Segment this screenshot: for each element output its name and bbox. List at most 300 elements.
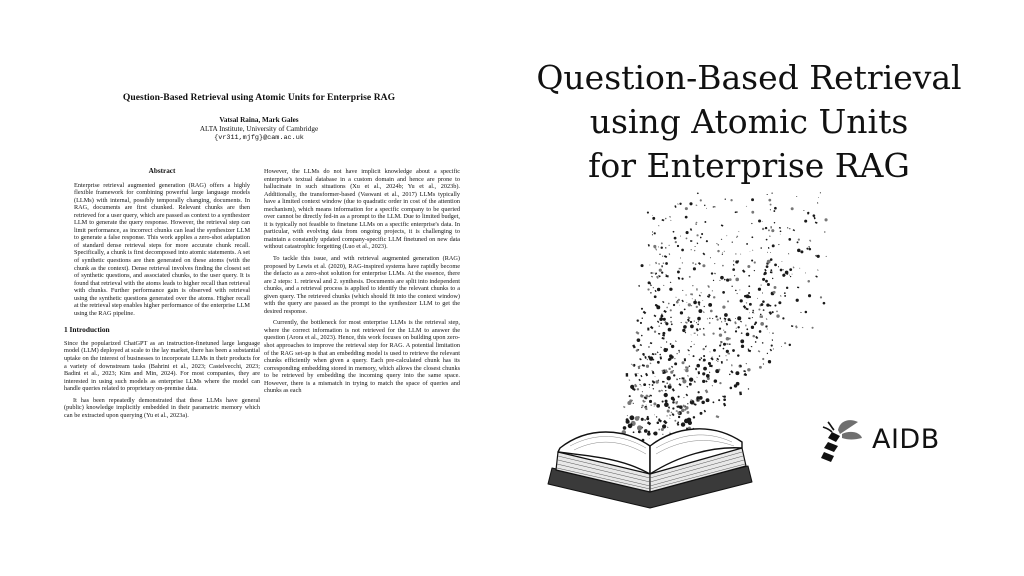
particle: [686, 302, 687, 303]
particle: [679, 268, 681, 270]
particle: [740, 321, 742, 323]
particle: [676, 378, 678, 380]
particle: [818, 197, 819, 198]
particle: [639, 358, 642, 360]
particle: [817, 269, 819, 271]
particle: [751, 236, 753, 238]
particle: [697, 192, 699, 194]
particle: [803, 210, 804, 211]
particle: [805, 273, 806, 274]
particle: [730, 387, 733, 390]
particle: [638, 285, 640, 287]
intro-paragraph-1: Since the popularized ChatGPT as an instruction-finetuned large language model (LLM) deployed at scale to the lay market, there has been a substantial uptake on the interest of businesses to incorporate LLMs in their products for a variety of downstream tasks (Bahrini et al., 2023; Castelvecchi, 2023; Badini et al., 2023; Kim and Min, 2024). For most companies, they are interested in using such models as enterprise LLMs where the model can handle queries related to proprietary on-premise data.: [64, 339, 260, 393]
particle: [762, 228, 764, 230]
particle: [709, 322, 711, 324]
particle: [652, 215, 653, 216]
right-paragraph-3: Currently, the bottleneck for most enterprise LLMs is the retrieval step, where the correct information is not retrieved for the LLM to answer the question (Arora et al., 2023). Hence, this work focuses on building upon zero-shot approaches to improve the retrieval step for RAG. A potential limitation of the RAG set-up is that an embedding model is used to retrieve the relevant chunks efficiently when given a query. Each pre-calculated chunk has its corresponding embedding stored in memory, which allows the closest chunks to be retrieved by embedding the incoming query into the same space. However, there is a mismatch in trying to match the space of queries and chunks as each: [264, 319, 460, 395]
particle: [640, 431, 642, 433]
particle: [741, 332, 743, 334]
particle: [652, 371, 655, 374]
particle: [722, 254, 723, 255]
particle: [652, 384, 654, 386]
particle: [748, 388, 749, 389]
particle: [730, 370, 733, 373]
particle: [680, 257, 681, 258]
particle: [762, 300, 765, 303]
particle: [716, 415, 720, 418]
particle: [685, 366, 689, 369]
particle: [639, 384, 640, 385]
particle: [716, 360, 717, 361]
particle: [692, 262, 693, 263]
particle: [693, 301, 697, 305]
particle: [760, 247, 762, 249]
particle: [703, 311, 704, 313]
particle: [771, 229, 774, 232]
particle: [737, 293, 738, 294]
particle: [719, 328, 721, 330]
particle: [722, 252, 723, 253]
particle: [634, 384, 637, 388]
particle: [696, 364, 700, 368]
particle: [770, 269, 772, 271]
particle-cloud: [620, 192, 828, 453]
particle: [669, 216, 671, 218]
particle: [645, 373, 648, 376]
particle: [640, 344, 642, 346]
particle: [715, 315, 717, 317]
particle: [792, 274, 793, 275]
particle: [691, 305, 692, 306]
particle: [767, 252, 768, 253]
particle: [722, 265, 724, 267]
particle: [694, 344, 695, 345]
particle: [670, 432, 671, 433]
particle: [685, 332, 687, 334]
particle: [644, 356, 646, 359]
particle: [698, 391, 700, 393]
particle: [663, 318, 666, 321]
particle: [684, 369, 685, 370]
particle: [634, 373, 637, 377]
particle: [789, 228, 790, 229]
particle: [702, 380, 705, 383]
particle: [713, 401, 715, 403]
particle: [689, 377, 693, 381]
particle: [682, 290, 683, 291]
particle: [771, 344, 773, 346]
particle: [646, 417, 649, 420]
particle: [721, 224, 724, 226]
particle: [695, 299, 696, 301]
particle: [661, 315, 664, 318]
particle: [740, 339, 744, 343]
paper-column-left: [64, 168, 260, 423]
particle: [763, 363, 764, 365]
particle: [655, 376, 656, 377]
particle: [799, 268, 800, 269]
particle: [626, 373, 628, 376]
particle: [641, 418, 644, 421]
particle: [712, 385, 713, 386]
particle: [662, 256, 663, 257]
particle: [773, 349, 774, 350]
particle: [797, 249, 801, 253]
particle: [677, 423, 680, 426]
particle: [659, 354, 661, 356]
particle: [772, 339, 773, 341]
particle: [758, 308, 760, 310]
particle: [682, 361, 685, 364]
particle: [691, 335, 692, 336]
particle: [710, 257, 711, 258]
particle: [682, 262, 683, 263]
particle: [772, 244, 775, 247]
particle: [637, 320, 639, 322]
particle: [767, 329, 768, 330]
particle: [638, 379, 641, 381]
particle: [678, 416, 680, 418]
particle: [726, 359, 727, 360]
particle: [647, 359, 648, 360]
particle: [670, 282, 672, 283]
particle: [788, 253, 789, 254]
particle: [726, 323, 728, 326]
open-book-icon: [548, 429, 752, 508]
particle: [774, 286, 777, 289]
particle: [724, 313, 728, 317]
particle: [700, 199, 702, 201]
particle: [685, 294, 686, 295]
particle: [825, 218, 828, 221]
particle: [729, 374, 731, 376]
particle: [750, 251, 751, 252]
particle: [668, 328, 672, 332]
particle: [773, 291, 776, 294]
particle: [678, 350, 680, 352]
particle: [664, 402, 669, 407]
particle: [690, 324, 694, 328]
particle: [690, 293, 693, 295]
particle: [746, 328, 748, 330]
particle: [698, 309, 702, 313]
particle: [657, 351, 659, 353]
particle: [708, 303, 712, 307]
particle: [717, 244, 719, 245]
particle: [767, 260, 771, 264]
particle: [726, 337, 730, 341]
particle: [641, 407, 642, 408]
particle: [632, 364, 634, 366]
particle: [665, 400, 668, 403]
particle: [770, 258, 773, 261]
particle: [677, 353, 678, 354]
particle: [664, 385, 667, 388]
particle: [674, 237, 677, 240]
particle: [752, 317, 753, 318]
particle: [650, 284, 652, 286]
particle: [744, 373, 747, 376]
particle: [696, 234, 698, 236]
particle: [712, 333, 714, 335]
particle: [807, 280, 810, 283]
particle: [721, 239, 722, 240]
particle: [717, 361, 718, 362]
particle: [672, 413, 675, 416]
particle: [685, 369, 689, 373]
particle: [681, 300, 683, 303]
particle: [747, 265, 750, 268]
particle: [653, 432, 655, 434]
particle: [684, 419, 689, 424]
particle: [761, 285, 762, 286]
particle: [669, 414, 671, 416]
particle: [642, 405, 644, 407]
particle: [641, 335, 643, 337]
particle: [699, 294, 701, 296]
particle: [703, 355, 705, 357]
particle: [758, 350, 761, 352]
particle: [661, 272, 663, 274]
particle: [653, 388, 654, 389]
particle: [714, 379, 717, 382]
particle: [729, 338, 731, 340]
particle: [765, 227, 767, 229]
particle: [724, 279, 726, 281]
particle: [662, 434, 663, 435]
particle: [662, 400, 664, 402]
particle: [637, 388, 639, 390]
paper-column-right: [264, 168, 460, 399]
particle: [697, 377, 698, 378]
particle: [646, 395, 649, 398]
aidb-logo: [818, 418, 968, 464]
particle: [696, 204, 698, 206]
particle: [695, 223, 697, 225]
particle: [788, 238, 791, 241]
particle: [735, 278, 739, 282]
particle: [668, 303, 670, 305]
particle: [697, 324, 699, 326]
particle: [748, 292, 750, 294]
particle: [734, 275, 735, 276]
particle: [641, 308, 643, 310]
particle: [751, 259, 753, 261]
particle: [651, 370, 652, 371]
particle: [737, 316, 741, 320]
particle: [698, 321, 699, 322]
particle: [791, 207, 794, 210]
particle: [647, 421, 651, 425]
particle: [738, 231, 739, 232]
particle: [774, 264, 777, 267]
particle: [661, 428, 664, 431]
particle: [790, 276, 791, 277]
particle: [661, 247, 663, 249]
particle: [655, 247, 657, 248]
particle: [670, 343, 672, 345]
particle: [709, 365, 713, 368]
particle: [732, 242, 733, 243]
particle: [650, 404, 652, 405]
particle: [695, 263, 697, 265]
abstract-body: [74, 182, 250, 318]
particle: [796, 299, 799, 302]
particle: [670, 317, 671, 318]
particle: [673, 370, 674, 371]
particle: [722, 291, 725, 294]
particle: [713, 280, 714, 281]
particle: [654, 414, 655, 415]
particle: [640, 375, 642, 377]
particle: [690, 346, 692, 348]
particle: [737, 260, 739, 262]
particle: [667, 410, 670, 413]
particle: [686, 231, 689, 234]
particle: [820, 192, 821, 193]
particle: [798, 238, 800, 240]
particle: [687, 316, 690, 319]
particle: [705, 389, 709, 393]
particle: [653, 402, 656, 405]
particle: [659, 254, 660, 255]
particle: [670, 220, 671, 221]
particle: [658, 429, 660, 431]
particle: [661, 390, 663, 392]
particle: [679, 378, 680, 379]
particle: [648, 346, 649, 347]
particle: [781, 346, 782, 347]
particle: [724, 331, 726, 333]
particle: [804, 220, 807, 223]
particle: [752, 250, 753, 251]
particle: [752, 309, 754, 311]
particle: [760, 314, 762, 316]
particle: [713, 206, 715, 207]
particle: [696, 242, 698, 244]
particle: [703, 328, 705, 330]
particle: [701, 233, 703, 235]
particle: [817, 255, 820, 258]
particle: [733, 260, 734, 261]
particle: [730, 199, 732, 201]
particle: [649, 265, 650, 266]
particle: [680, 236, 681, 237]
particle: [772, 332, 773, 333]
particle: [684, 358, 686, 361]
particle: [665, 275, 668, 278]
particle: [769, 311, 773, 315]
particle: [632, 344, 636, 348]
particle: [774, 304, 776, 306]
particle: [704, 306, 705, 307]
particle: [784, 295, 786, 297]
particle: [752, 312, 754, 314]
particle: [693, 416, 695, 418]
particle: [737, 326, 739, 328]
particle: [655, 304, 657, 306]
particle: [672, 407, 674, 409]
particle: [641, 385, 642, 386]
particle: [689, 383, 692, 386]
particle: [686, 238, 688, 240]
particle: [665, 322, 668, 325]
particle: [633, 403, 634, 404]
particle: [762, 342, 764, 344]
particle: [658, 225, 659, 226]
particle: [673, 231, 675, 233]
particle: [736, 237, 737, 238]
particle: [746, 363, 747, 364]
particle: [739, 391, 742, 395]
particle: [785, 271, 789, 275]
particle: [704, 205, 705, 206]
particle: [652, 234, 653, 235]
particle: [772, 311, 774, 313]
particle: [677, 245, 679, 247]
particle: [721, 321, 722, 322]
particle: [702, 372, 705, 375]
particle: [703, 359, 706, 362]
particle: [716, 243, 717, 244]
particle: [712, 290, 713, 291]
particle: [652, 217, 655, 220]
particle: [817, 202, 818, 203]
abstract-text: Enterprise retrieval augmented generation (RAG) offers a highly flexible framework for combining powerful large language models (LLMs) with internal, possibly temporally changing, documents. In RAG, documents are first chunked. Relevant chunks are then retrieved for a user query, which are passed as context to a synthesizer LLM to generate the query response. However, the retrieval step can limit performance, as incorrect chunks can lead the synthesizer LLM to generate a false response. This work applies a zero-shot adaptation of standard dense retrieval steps for more accurate chunk recall. Specifically, a chunk is first decomposed into atomic statements. A set of synthetic questions are then generated on these atoms (with the chunk as the context). Dense retrieval involves finding the closest set of synthetic questions, and associated chunks, to the user query. It is found that retrieval with the atoms leads to higher recall than retrieval with chunks. Further performance gain is observed with retrieval using the synthetic questions generated over the atoms. Higher recall at the retrieval step enables higher performance of the enterprise LLM using the RAG pipeline.: [74, 181, 250, 317]
particle: [657, 421, 660, 424]
particle: [694, 250, 695, 251]
particle: [815, 221, 818, 223]
particle: [722, 305, 725, 308]
particle: [706, 374, 710, 378]
particle: [700, 237, 702, 239]
particle: [740, 299, 743, 302]
particle: [695, 368, 697, 370]
particle: [649, 356, 653, 360]
particle: [644, 419, 646, 421]
abstract-heading: Abstract: [148, 167, 176, 175]
particle: [663, 310, 666, 313]
particle: [674, 205, 676, 208]
particle: [743, 370, 746, 372]
particle: [666, 274, 667, 275]
particle: [746, 308, 749, 311]
particle: [729, 343, 731, 345]
particle: [689, 202, 692, 205]
particle: [655, 380, 658, 383]
particle: [708, 286, 709, 287]
particle: [784, 292, 786, 294]
particle: [751, 346, 753, 347]
particle: [701, 292, 702, 293]
particle: [667, 376, 671, 380]
particle: [650, 395, 652, 397]
particle: [654, 232, 656, 234]
particle: [687, 411, 690, 414]
particle: [767, 283, 770, 286]
particle: [693, 267, 696, 270]
particle: [737, 354, 739, 356]
particle: [668, 368, 670, 370]
particle: [690, 321, 692, 323]
particle: [805, 311, 808, 314]
particle: [823, 302, 826, 305]
particle: [686, 386, 688, 388]
particle: [736, 382, 740, 386]
particle: [824, 231, 825, 232]
particle: [691, 341, 692, 342]
particle: [720, 276, 724, 280]
